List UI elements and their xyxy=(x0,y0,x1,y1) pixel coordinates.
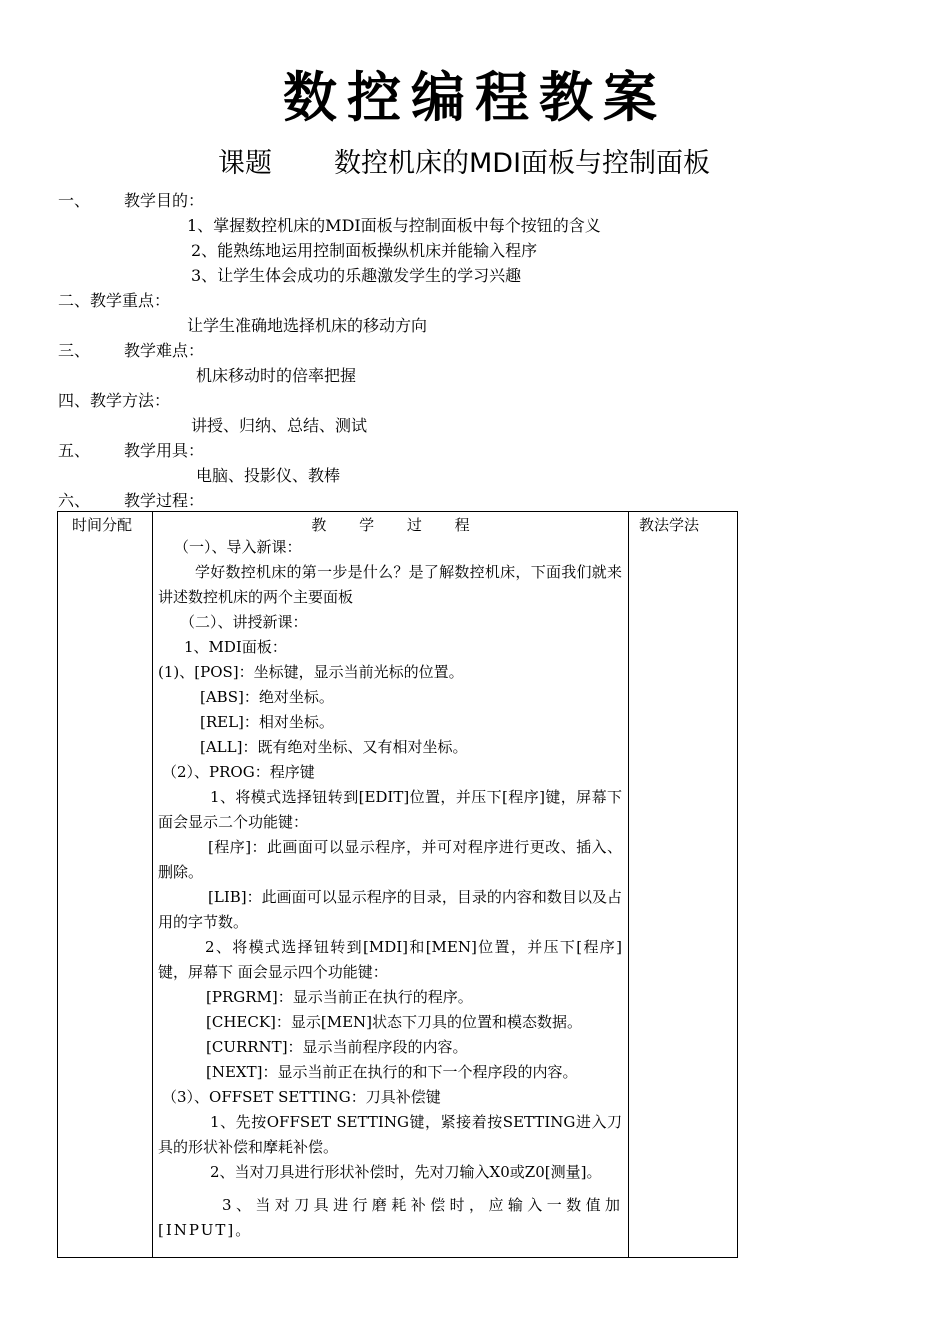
document-title: 数控编程教案 xyxy=(283,65,667,129)
section-5-heading xyxy=(58,441,204,461)
process-line: [程序]：此画面可以显示程序，并可对程序进行更改、插入、删除。 xyxy=(158,838,622,881)
time-allocation-header: 时间分配 xyxy=(72,516,133,534)
process-line: (1)、[POS]：坐标键，显示当前光标的位置。 xyxy=(158,663,464,681)
process-line: [REL]：相对坐标。 xyxy=(200,713,334,731)
process-line: 2、当对刀具进行形状补偿时，先对刀输入X0或Z0[测量]。 xyxy=(210,1163,602,1181)
process-header: 教 学 过 程 xyxy=(311,516,470,534)
process-line: [LIB]：此画面可以显示程序的目录，目录的内容和数目以及占用的字节数。 xyxy=(158,888,622,931)
process-line: [ALL]：既有绝对坐标、又有相对坐标。 xyxy=(200,738,468,756)
section-1-label: 教学目的： xyxy=(124,191,205,210)
process-line: 3、当对刀具进行磨耗补偿时，应输入一数值加[INPUT]。 xyxy=(158,1196,622,1239)
section-6-num: 六、 xyxy=(58,491,91,510)
process-line: [PRGRM]：显示当前正在执行的程序。 xyxy=(206,988,473,1006)
teaching-process-table xyxy=(57,511,738,1258)
process-line: 2、将模式选择钮转到[MDI]和[MEN]位置，并压下[程序]键，屏幕下 面会显示四个功能键： xyxy=(158,938,622,981)
process-cell xyxy=(153,512,629,1258)
method-header: 教法学法 xyxy=(639,516,700,534)
section-4-heading: 四、教学方法： xyxy=(58,391,171,410)
process-line: （一）、导入新课： xyxy=(174,538,302,556)
section-5-num: 五、 xyxy=(58,441,91,460)
process-line: （二）、讲授新课： xyxy=(180,613,308,631)
section-5-label: 教学用具： xyxy=(124,441,205,460)
topic-text: 数控机床的MDI面板与控制面板 xyxy=(334,148,711,179)
section-2-text: 让学生准确地选择机床的移动方向 xyxy=(187,316,428,335)
process-line: [ABS]：绝对坐标。 xyxy=(200,688,334,706)
goal-item-2: 2、能熟练地运用控制面板操纵机床并能输入程序 xyxy=(191,241,538,260)
section-3-label: 教学难点： xyxy=(124,341,205,360)
process-line: [CURRNT]：显示当前程序段的内容。 xyxy=(206,1038,468,1056)
section-3-num: 三、 xyxy=(58,341,91,360)
method-cell xyxy=(629,512,738,1258)
table-row xyxy=(58,512,738,1258)
section-3-heading xyxy=(58,341,204,361)
process-line: 1、MDI面板： xyxy=(184,638,287,656)
goal-item-3: 3、让学生体会成功的乐趣激发学生的学习兴趣 xyxy=(191,266,522,285)
process-line: [NEXT]：显示当前正在执行的和下一个程序段的内容。 xyxy=(206,1063,578,1081)
topic-label: 课题 xyxy=(218,148,272,179)
time-allocation-cell xyxy=(58,512,153,1258)
section-3-text: 机床移动时的倍率把握 xyxy=(196,366,357,385)
section-4-text: 讲授、归纳、总结、测试 xyxy=(191,416,368,435)
process-line: （2）、PROG：程序键 xyxy=(162,763,315,781)
section-5-text: 电脑、投影仪、教棒 xyxy=(196,466,341,485)
process-line: [CHECK]：显示[MEN]状态下刀具的位置和模态数据。 xyxy=(206,1013,583,1031)
process-line: （3）、OFFSET SETTING：刀具补偿键 xyxy=(162,1088,441,1106)
section-2-heading: 二、教学重点： xyxy=(58,291,171,310)
section-1-num: 一、 xyxy=(58,191,91,210)
process-line: 1、将模式选择钮转到[EDIT]位置，并压下[程序]键，屏幕下面会显示二个功能键： xyxy=(158,788,622,831)
process-line: 学好数控机床的第一步是什么？是了解数控机床，下面我们就来讲述数控机床的两个主要面板 xyxy=(158,563,622,606)
goal-item-1: 1、掌握数控机床的MDI面板与控制面板中每个按钮的含义 xyxy=(187,216,601,235)
process-content xyxy=(153,535,628,1243)
section-1-heading xyxy=(58,191,204,211)
section-6-label: 教学过程： xyxy=(124,491,205,510)
section-6-heading xyxy=(58,491,204,511)
lesson-topic xyxy=(218,146,710,182)
process-line: 1、先按OFFSET SETTING键，紧接着按SETTING进入刀具的形状补偿和摩耗补偿。 xyxy=(158,1113,622,1156)
